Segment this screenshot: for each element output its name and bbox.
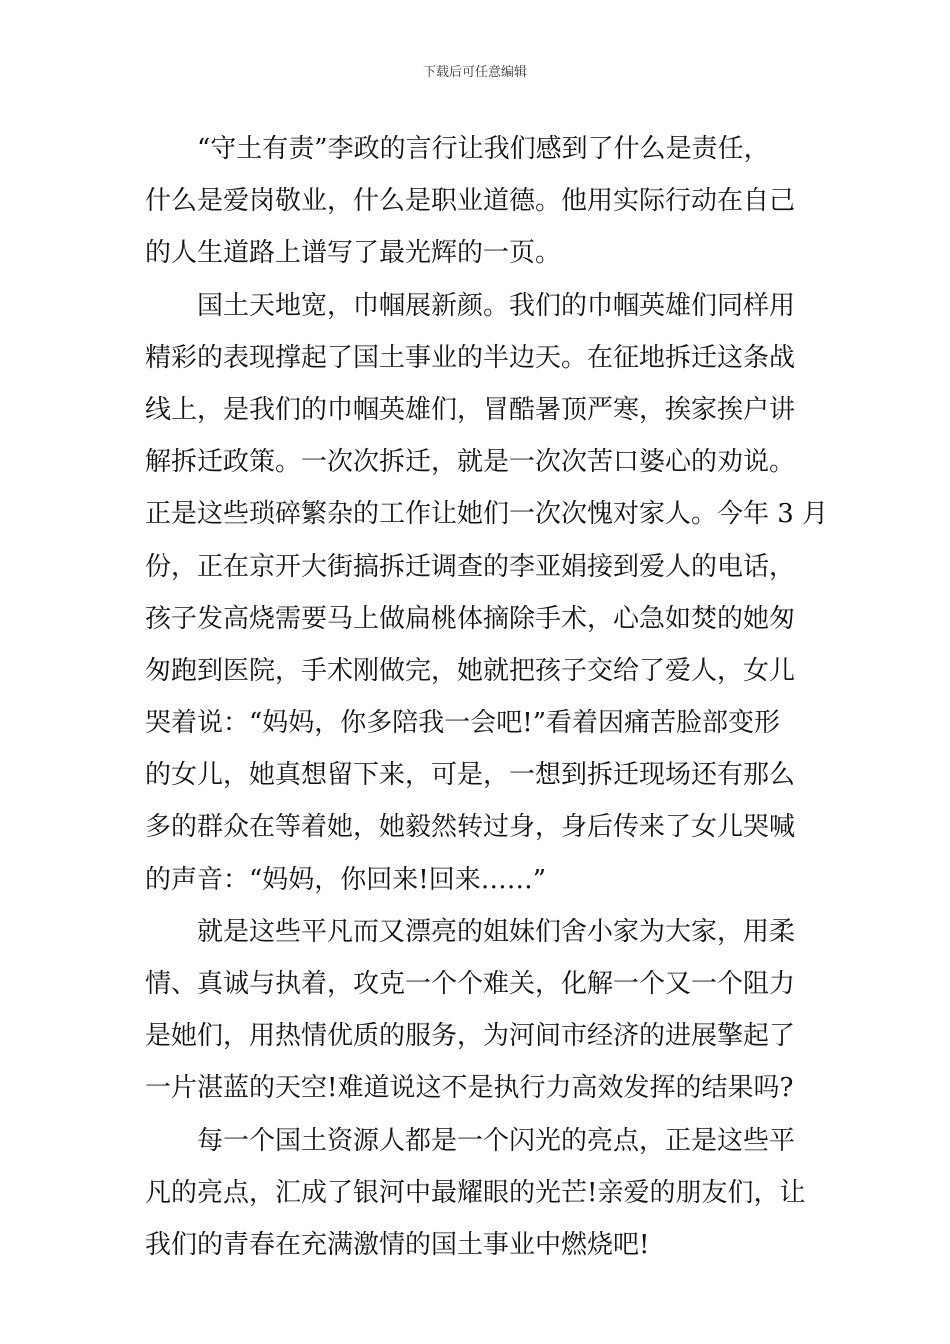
text-line: 是她们，用热情优质的服务，为河间市经济的进展擎起了	[145, 1021, 796, 1052]
document-body	[145, 123, 829, 1271]
text-line: 正是这些琐碎繁杂的工作让她们一次次愧对家人。今年 3 月	[145, 499, 829, 530]
text-line: 的人生道路上谱写了最光辉的一页。	[145, 238, 562, 269]
text-line: 哭着说：“妈妈，你多陪我一会吧!”看着因痛苦脸部变形	[145, 708, 781, 739]
text-line: 的女儿，她真想留下来，可是，一想到拆迁现场还有那么	[145, 760, 796, 791]
text-line: 精彩的表现撑起了国土事业的半边天。在征地拆迁这条战	[145, 342, 796, 373]
text-line: 情、真诚与执着，攻克一个个难关，化解一个又一个阻力	[145, 969, 796, 999]
text-line: 每一个国土资源人都是一个闪光的亮点，正是这些平	[197, 1125, 796, 1156]
text-line: 一片湛蓝的天空!难道说这不是执行力高效发挥的结果吗?	[145, 1073, 794, 1104]
paragraph	[145, 123, 805, 280]
paragraph	[145, 280, 829, 906]
text-line: “守土有责”李政的言行让我们感到了什么是责任，	[197, 134, 770, 164]
text-line: 份，正在京开大街搞拆迁调查的李亚娟接到爱人的电话，	[145, 551, 796, 582]
text-line: 解拆迁政策。一次次拆迁，就是一次次苦口婆心的劝说。	[145, 447, 796, 478]
text-line: 匆跑到医院，手术刚做完，她就把孩子交给了爱人，女儿	[145, 655, 796, 686]
text-line: 线上，是我们的巾帼英雄们，冒酷暑顶严寒，挨家挨户讲	[145, 394, 796, 425]
text-line: 的声音：“妈妈，你回来!回来……”	[145, 864, 547, 895]
text-line: 就是这些平凡而又漂亮的姐妹们舍小家为大家，用柔	[197, 916, 796, 947]
paragraph	[145, 906, 805, 1115]
text-line: 孩子发高烧需要马上做扁桃体摘除手术，心急如焚的她匆	[145, 603, 796, 634]
paragraph	[145, 1115, 805, 1272]
text-line: 什么是爱岗敬业，什么是职业道德。他用实际行动在自己	[145, 186, 796, 217]
page-header: 下载后可任意编辑	[422, 65, 527, 80]
text-line: 国土天地宽，巾帼展新颜。我们的巾帼英雄们同样用	[197, 290, 796, 321]
text-line: 我们的青春在充满激情的国土事业中燃烧吧!	[145, 1229, 650, 1260]
text-line: 多的群众在等着她，她毅然转过身，身后传来了女儿哭喊	[145, 812, 796, 843]
text-line: 凡的亮点，汇成了银河中最耀眼的光芒!亲爱的朋友们，让	[145, 1177, 806, 1208]
